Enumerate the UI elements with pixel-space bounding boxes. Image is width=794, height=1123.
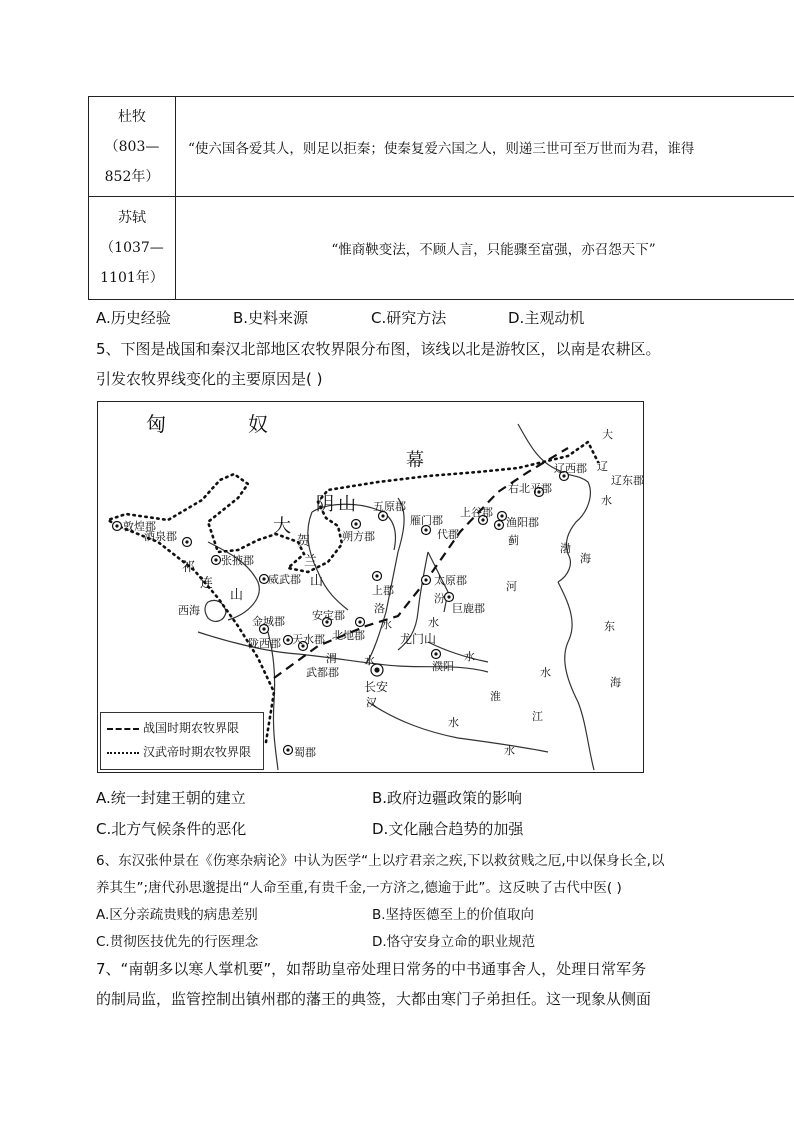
option-c[interactable]: C.北方气候条件的恶化 [96,820,247,838]
legend-item-warring: 战国时期农牧界限 [107,719,239,736]
map-label: 大 [273,516,291,537]
map-label: 水 [540,666,551,679]
author-years: 1101年） [100,270,164,286]
map-label: 贺 [297,534,311,549]
map-label: 祁 [182,560,196,575]
q5-stem-line: 引发农牧界线变化的主要原因是( ) [96,370,323,388]
option-a[interactable]: A.统一封建王朝的建立 [96,789,246,807]
map-label: 东 [604,620,615,633]
map-legend [100,712,264,770]
map-label: 武都郡 [306,666,339,679]
map-label: 匈 [146,412,166,436]
map-label: 山 [230,588,244,603]
q7-stem-line: 的制局监，监管控制出镇州郡的藩王的典签，大都由寒门子弟担任。这一现象从侧面 [96,990,652,1008]
q5-options-row [96,818,523,839]
map-label: 代郡 [437,528,459,541]
author-years: （803— [104,138,160,155]
map-label: 洛 [374,602,385,615]
option-a[interactable]: A.区分亲疏贵贱的病患差别 [96,907,258,923]
map-label: 陇西郡 [248,637,281,650]
map-label: 水 [448,716,459,729]
dotted-line-swatch [107,752,139,754]
q6-stem-line: 6、东汉张仲景在《伤寒杂病论》中认为医学“上以疗君亲之疾,下以救贫贱之厄,中以保身长全,以 [96,853,665,869]
map-label: 连 [200,576,214,591]
quote-cell: “惟商鞅变法，不顾人言，只能骤至富强，亦召怨天下” [176,197,794,300]
map-label: 幕 [406,450,424,471]
author-name: 杜牧 [118,108,146,125]
map-label: 辽东郡 [611,474,644,487]
map-label: 阴 [316,494,334,515]
option-b[interactable]: B.史料来源 [233,309,309,327]
author-name: 苏轼 [118,210,146,226]
dashed-line-swatch [107,728,139,730]
map-label: 右北平郡 [508,482,552,495]
map-label: 张掖郡 [221,554,254,567]
map-label: 汾 [434,592,445,605]
map-label: 北地郡 [332,629,365,642]
quote-table [88,96,794,300]
map-label: 蓟 [508,534,519,547]
map-label: 五原郡 [373,500,406,513]
map-label: 酒泉郡 [144,530,177,543]
map-label: 河 [506,580,517,593]
map-label: 山 [310,574,324,589]
option-d[interactable]: D.恪守安身立命的职业规范 [372,934,536,950]
author-years: 852年） [104,168,160,185]
map-label: 海 [580,552,591,565]
map-label: 汉 [366,696,377,709]
coastline [558,582,594,770]
author-cell [89,197,176,300]
map-label: 水 [381,618,392,631]
map-label: 水 [428,616,439,629]
map-label: 兰 [304,554,318,569]
map-label: 龙门山 [400,632,437,646]
map-label: 蜀郡 [294,746,316,759]
river [366,498,404,664]
q5-options-row [96,787,522,808]
q6-options-row [96,930,535,950]
q5-stem-line: 5、下图是战国和秦汉北部地区农牧界限分布图，该线以北是游牧区，以南是农耕区。 [96,340,661,358]
map-label: 水 [464,650,475,663]
option-d[interactable]: D.文化融合趋势的加强 [372,820,524,838]
map-label: 渔阳郡 [506,516,539,529]
map-label: 渭 [326,652,337,665]
map-label: 上谷郡 [460,506,493,519]
q7-stem-line: 7、“南朝多以寒人掌机要”，如帮助皇帝处理日常务的中书通事舍人，处理日常军务 [96,960,647,978]
quote-cell: “使六国各爱其人，则足以拒秦；使秦复爱六国之人，则递三世可至万世而为君，谁得 [176,97,794,197]
option-b[interactable]: B.政府边疆政策的影响 [372,789,523,807]
lake [205,600,226,621]
map-label: 奴 [248,412,268,436]
option-a[interactable]: A.历史经验 [96,309,171,327]
map-label: 敦煌郡 [123,520,156,533]
map-label: 朔方郡 [342,530,375,543]
author-cell [89,97,176,197]
map-label: 辽西郡 [554,462,587,475]
table-row [89,197,794,300]
option-d[interactable]: D.主观动机 [508,309,585,327]
map-label: 濮阳 [432,660,454,673]
legend-item-handi: 汉武帝时期农牧界限 [107,743,251,760]
map-label: 巨鹿郡 [452,602,485,615]
table-row [89,97,794,197]
farming-pastoral-map [97,401,644,773]
map-label: 江 [532,710,543,723]
option-c[interactable]: C.研究方法 [371,309,447,327]
map-label: 海 [610,676,621,689]
map-label: 威武郡 [268,573,301,586]
q4-options [96,307,584,328]
option-b[interactable]: B.坚持医德至上的价值取向 [372,907,535,923]
map-label: 安定郡 [312,609,345,622]
map-label: 长安 [364,680,389,694]
map-label: 山 [338,494,356,515]
map-label: 淮 [490,690,501,703]
q6-options-row [96,903,534,923]
option-c[interactable]: C.贯彻医技优先的行医理念 [96,934,259,950]
map-label: 辽 [597,460,608,473]
map-label: 金城郡 [252,615,285,628]
map-label: 渤 [560,542,571,555]
map-label: 天水郡 [292,633,325,646]
map-label: 大 [602,428,613,441]
map-label: 雁门郡 [410,514,443,527]
author-years: （1037— [100,240,164,256]
map-label: 太原郡 [434,574,467,587]
map-label: 水 [601,494,612,507]
q6-stem-line: 养其生”;唐代孙思邈提出“人命至重,有贵千金,一方济之,德逾于此”。这反映了古代中医( ) [96,880,622,896]
map-label: 水 [364,654,375,667]
map-label: 上郡 [372,584,394,597]
map-label: 水 [504,744,515,757]
map-label: 西海 [178,604,200,617]
